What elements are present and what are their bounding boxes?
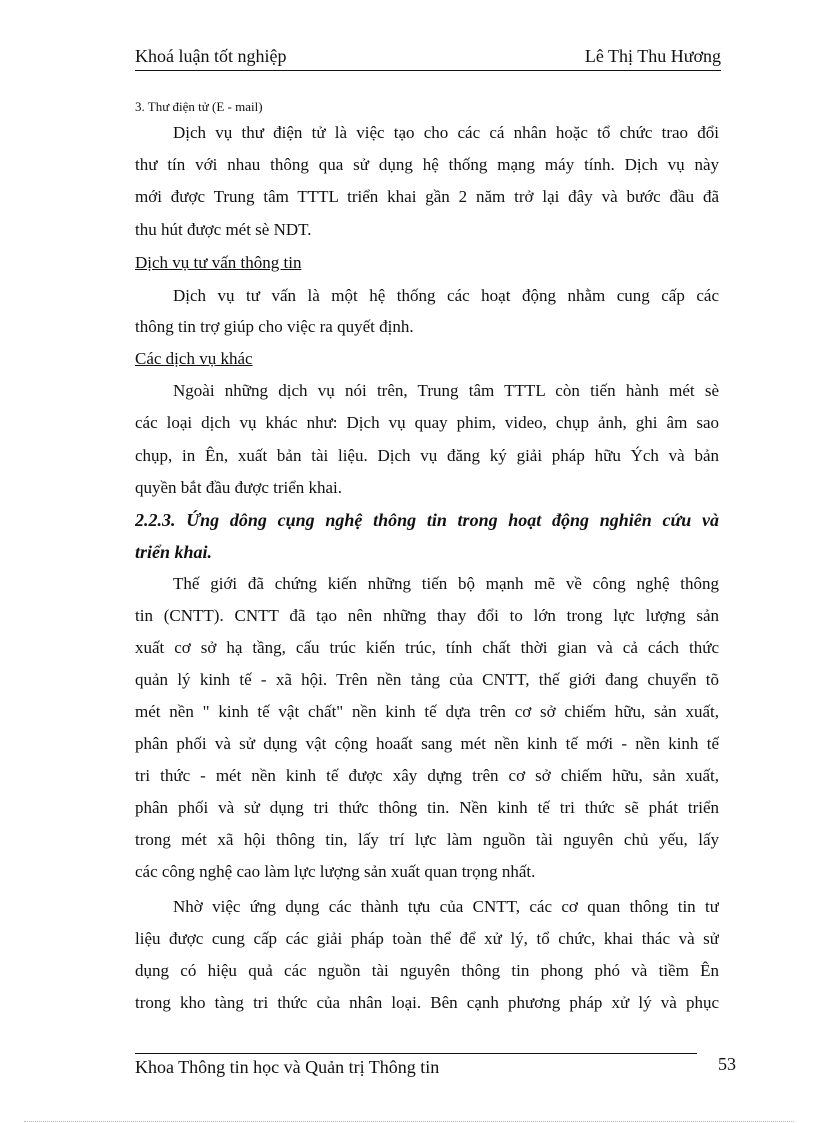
section-heading-continuation: triển khai. [135, 542, 213, 562]
page-header [135, 44, 721, 71]
subheading-text: Các dịch vụ khác [135, 349, 253, 368]
paragraph-line: Dịch vụ thư điện tử là việc tạo cho các cá nhân hoặc tổ chức trao đổi [173, 123, 719, 142]
paragraph-line: phân phối và sử dụng vật cộng hoaất sang mét nền kinh tế mới - nền kinh tế [135, 734, 719, 753]
paragraph-line: mét nền " kinh tế vật chất" nền kinh tế dựa trên cơ sở chiếm hữu, sản xuất, [135, 702, 719, 721]
paragraph-line: xuất cơ sở hạ tầng, cấu trúc kiến trúc, tính chất thời gian và cả cách thức [135, 638, 719, 657]
paragraph-line: trong kho tàng tri thức của nhân loại. Bên cạnh phương pháp xử lý và phục [135, 993, 719, 1012]
paragraph-line: tri thức - mét nền kinh tế được xây dựng trên cơ sở chiếm hữu, sản xuất, [135, 766, 719, 785]
paragraph-line: thông tin trợ giúp cho việc ra quyết định. [135, 317, 414, 336]
paragraph-line: Nhờ việc ứng dụng các thành tựu của CNTT, các cơ quan thông tin tư [173, 897, 719, 916]
header-author-name: Lê Thị Thu Hương [584, 46, 721, 66]
paragraph-line: mới được Trung tâm TTTL triển khai gần 2 năm trở lại đây và bước đầu đã [135, 187, 719, 206]
paragraph-line: dụng có hiệu quả các nguồn tài nguyên thông tin phong phó và tiềm Ên [135, 961, 719, 980]
paragraph-line: phân phối và sử dụng tri thức thông tin. Nền kinh tế tri thức sẽ phát triển [135, 798, 719, 817]
paragraph-line: chụp, in Ên, xuất bản tài liệu. Dịch vụ đăng ký giải pháp hữu Ých và bản [135, 446, 719, 465]
header-thesis-title: Khoá luận tốt nghiệp [135, 46, 287, 66]
subheading-other-services [135, 344, 719, 374]
paragraph-line: thu hút được mét sè NDT. [135, 220, 312, 239]
paragraph-line: Thế giới đã chứng kiến những tiến bộ mạnh mẽ về công nghệ thông [173, 574, 719, 593]
paragraph-line: quyền bắt đầu được triển khai. [135, 478, 343, 497]
paragraph-line: Dịch vụ tư vấn là một hệ thống các hoạt động nhằm cung cấp các [173, 286, 719, 305]
paragraph-line: thư tín với nhau thông qua sử dụng hệ thống mạng máy tính. Dịch vụ này [135, 155, 719, 174]
paragraph-line: liệu được cung cấp các giải pháp toàn thể để xử lý, tổ chức, khai thác và sử [135, 929, 719, 948]
paragraph-line: các công nghệ cao làm lực lượng sản xuất quan trọng nhất. [135, 862, 536, 881]
paragraph-line: Ngoài những dịch vụ nói trên, Trung tâm TTTL còn tiến hành mét sè [173, 381, 719, 400]
subheading-consulting-service [135, 248, 719, 278]
paragraph-line: quản lý kinh tế - xã hội. Trên nền tảng của CNTT, thế giới đang chuyển tõ [135, 670, 719, 689]
paragraph-line: trong mét xã hội thông tin, lấy trí lực làm nguồn tài nguyên chủ yếu, lấy [135, 830, 719, 849]
list-item-heading-email: 3. Thư điện tử (E - mail) [135, 99, 263, 114]
footer-faculty-name: Khoa Thông tin học và Quản trị Thông tin [135, 1057, 440, 1077]
paragraph-line: các loại dịch vụ khác như: Dịch vụ quay phim, video, chụp ảnh, ghi âm sao [135, 413, 719, 432]
subheading-text: Dịch vụ tư vấn thông tin [135, 253, 302, 272]
page-number: 53 [718, 1054, 736, 1074]
section-heading: 2.2.3. Ứng dông cụng nghệ thông tin trong hoạt động nghiên cứu và [135, 510, 719, 530]
paragraph-line: tin (CNTT). CNTT đã tạo nên những thay đổi to lớn trong lực lượng sản [135, 606, 719, 625]
page-bottom-edge [24, 1121, 794, 1122]
footer-divider [135, 1053, 697, 1054]
